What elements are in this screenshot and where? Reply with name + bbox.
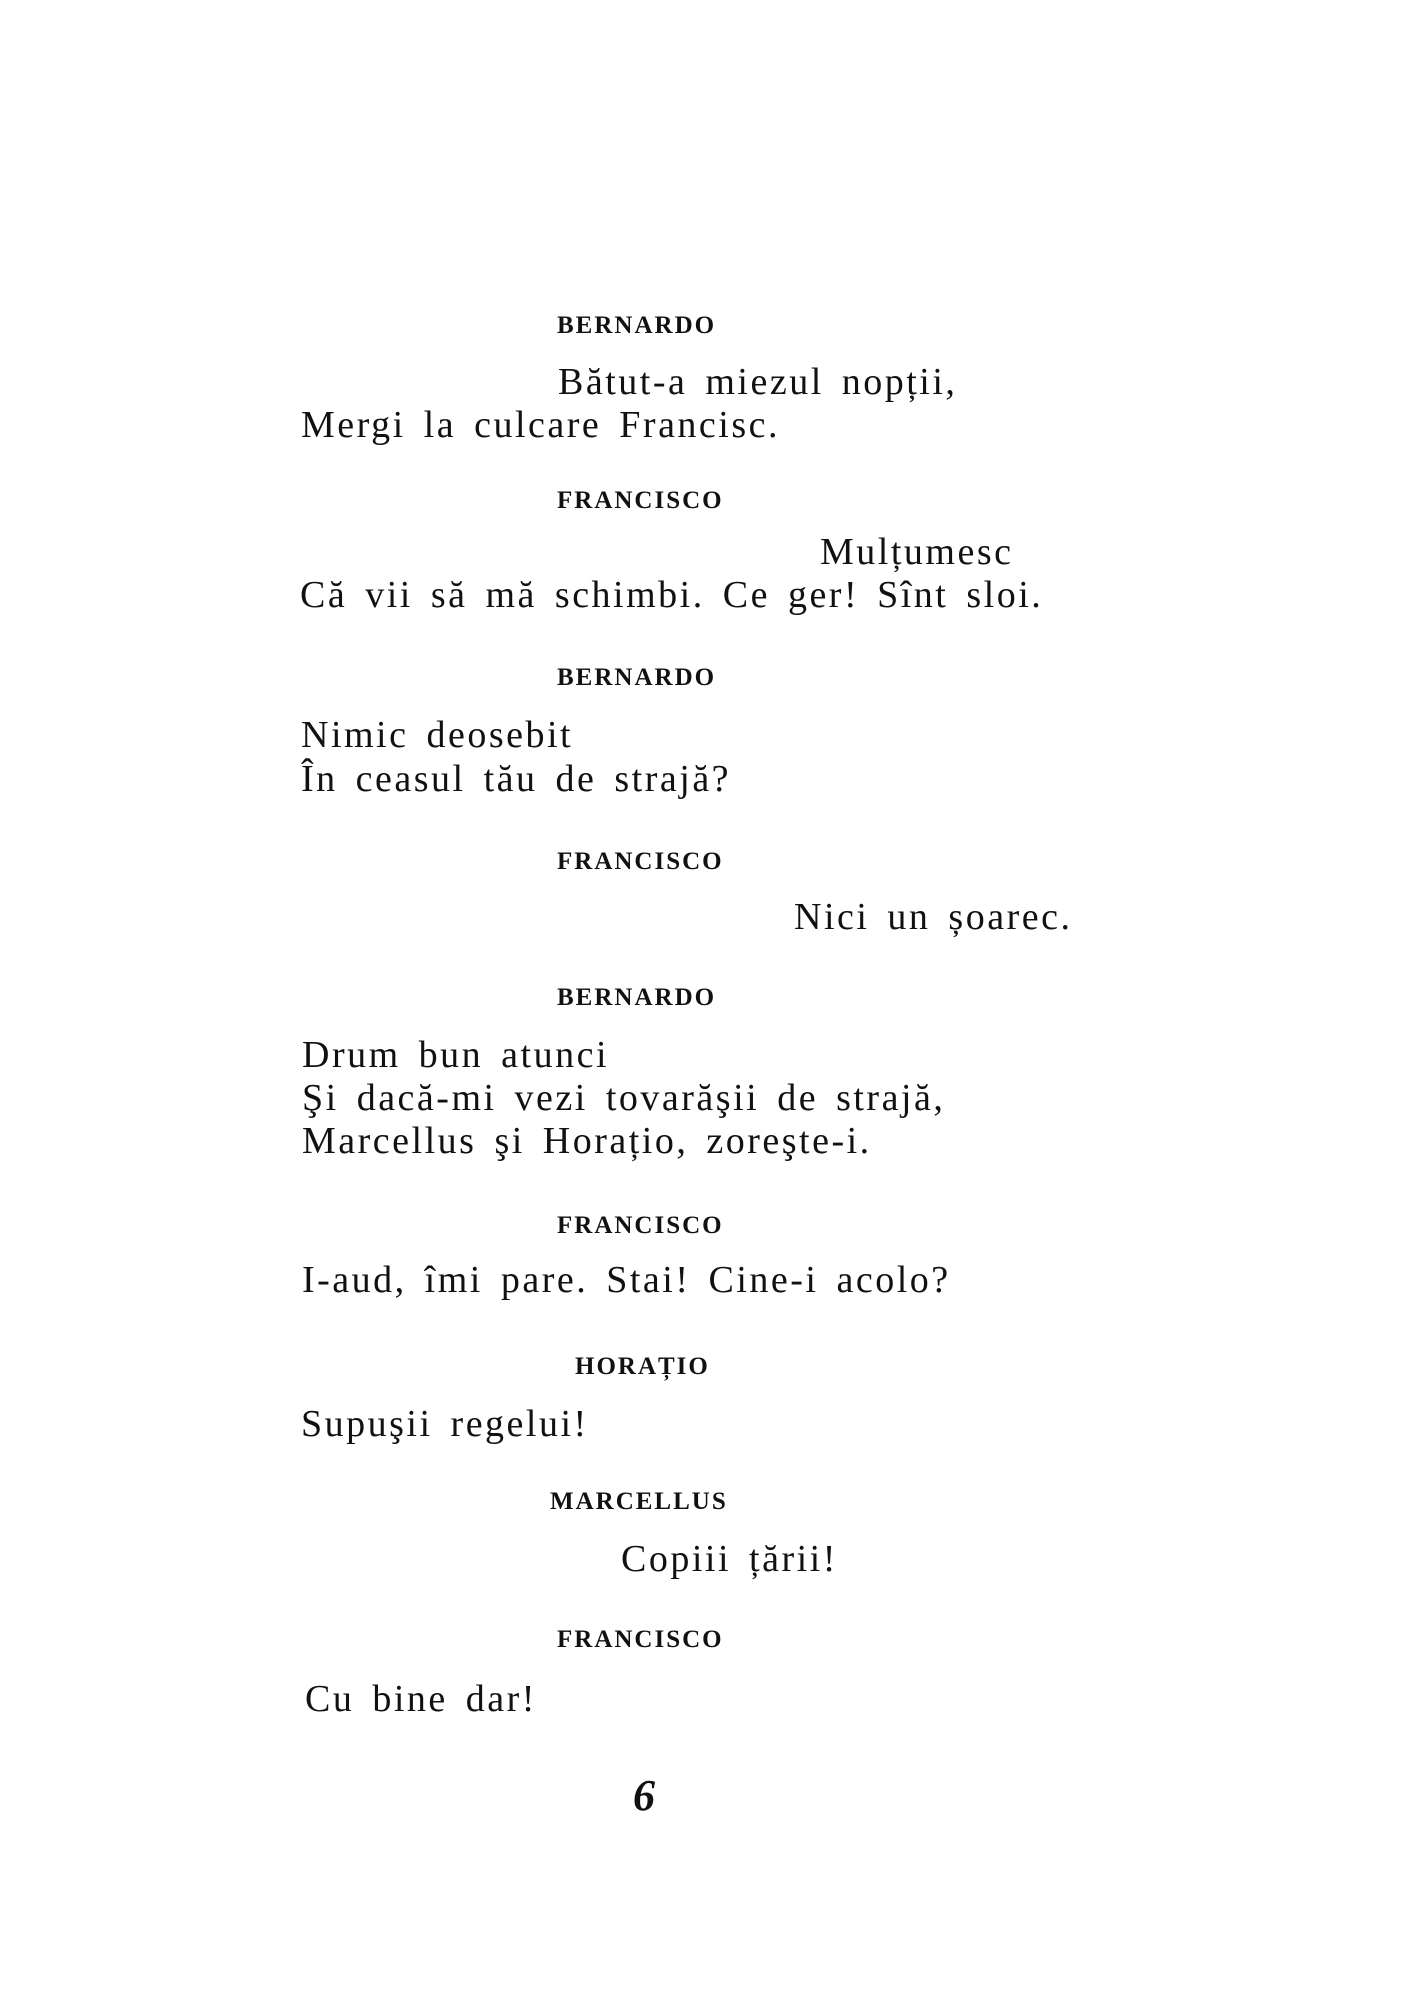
verse-line: Că vii să mă schimbi. Ce ger! Sînt sloi.	[300, 574, 1044, 616]
speaker-name: FRANCISCO	[557, 848, 724, 875]
verse-line: Nimic deosebit	[301, 714, 574, 756]
speaker-name: FRANCISCO	[557, 1212, 724, 1239]
verse-line: Mulțumesc	[820, 531, 1014, 573]
verse-line: Supuşii regelui!	[301, 1403, 589, 1445]
verse-line: Mergi la culcare Francisc.	[301, 404, 781, 446]
verse-line: Şi dacă-mi vezi tovarăşii de strajă,	[302, 1077, 946, 1119]
speaker-name: FRANCISCO	[557, 1626, 724, 1653]
verse-line: Marcellus şi Horațio, zoreşte-i.	[302, 1120, 872, 1162]
speaker-name: FRANCISCO	[557, 487, 724, 514]
verse-line: Drum bun atunci	[302, 1034, 610, 1076]
verse-line: Nici un șoarec.	[794, 896, 1073, 938]
verse-line: Cu bine dar!	[305, 1678, 537, 1720]
verse-line: Copiii țării!	[621, 1538, 838, 1580]
speaker-name: BERNARDO	[557, 664, 717, 691]
verse-line: I-aud, îmi pare. Stai! Cine-i acolo?	[302, 1259, 951, 1301]
verse-line: Bătut-a miezul nopții,	[558, 361, 958, 403]
speaker-name: BERNARDO	[557, 984, 717, 1011]
page-number: 6	[633, 1771, 655, 1820]
speaker-name: BERNARDO	[557, 312, 717, 339]
verse-line: În ceasul tău de strajă?	[301, 758, 732, 800]
speaker-name: MARCELLUS	[550, 1488, 728, 1515]
speaker-name: HORAȚIO	[575, 1353, 710, 1380]
